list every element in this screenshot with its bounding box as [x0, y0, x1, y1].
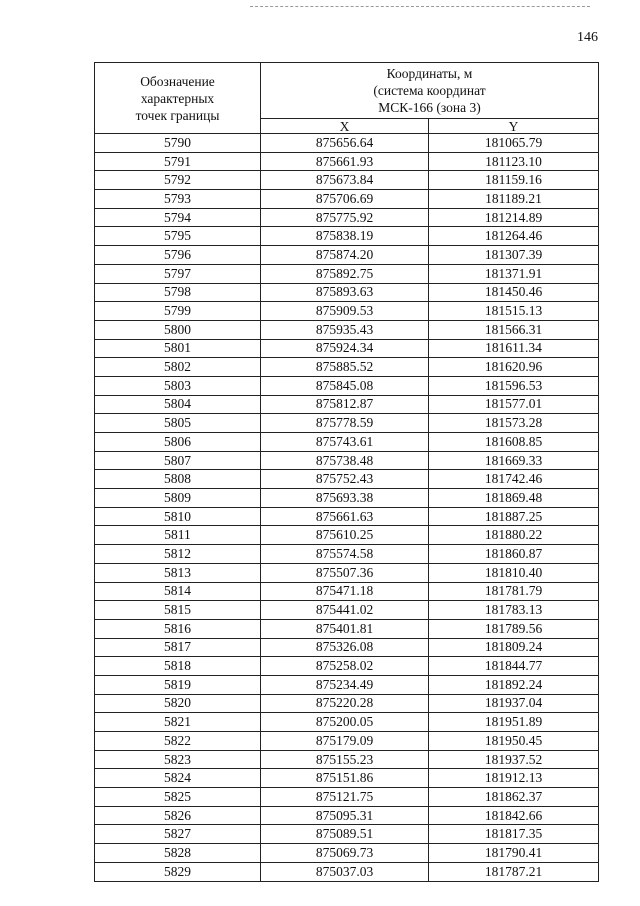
point-id-cell: 5793 — [95, 190, 261, 209]
point-id-cell: 5828 — [95, 844, 261, 863]
x-coordinate-cell: 875874.20 — [261, 246, 429, 265]
table-row — [95, 339, 599, 358]
x-coordinate-cell: 875693.38 — [261, 489, 429, 508]
point-id-cell: 5790 — [95, 134, 261, 153]
header-coords-line: Координаты, м — [386, 66, 473, 81]
y-coordinate-cell: 181892.24 — [429, 675, 599, 694]
point-id-cell: 5807 — [95, 451, 261, 470]
point-id-cell: 5797 — [95, 264, 261, 283]
y-coordinate-cell: 181189.21 — [429, 190, 599, 209]
x-coordinate-cell: 875775.92 — [261, 208, 429, 227]
point-id-cell: 5804 — [95, 395, 261, 414]
header-point-line: Обозначение — [140, 73, 215, 89]
table-row — [95, 545, 599, 564]
x-coordinate-cell: 875706.69 — [261, 190, 429, 209]
point-id-cell: 5818 — [95, 657, 261, 676]
y-coordinate-cell: 181860.87 — [429, 545, 599, 564]
point-id-cell: 5821 — [95, 713, 261, 732]
y-coordinate-cell: 181810.40 — [429, 563, 599, 582]
table-row — [95, 376, 599, 395]
header-point-line: точек границы — [135, 107, 220, 123]
header-row — [95, 63, 599, 119]
point-id-cell: 5815 — [95, 601, 261, 620]
table-row — [95, 582, 599, 601]
point-id-cell: 5799 — [95, 302, 261, 321]
x-coordinate-cell: 875069.73 — [261, 844, 429, 863]
table-row — [95, 619, 599, 638]
table-body — [95, 134, 599, 882]
y-coordinate-cell: 181912.13 — [429, 769, 599, 788]
table-row — [95, 563, 599, 582]
x-coordinate-cell: 875885.52 — [261, 358, 429, 377]
y-coordinate-cell: 181450.46 — [429, 283, 599, 302]
y-coordinate-cell: 181844.77 — [429, 657, 599, 676]
x-coordinate-cell: 875778.59 — [261, 414, 429, 433]
table-row — [95, 507, 599, 526]
y-coordinate-cell: 181950.45 — [429, 732, 599, 751]
x-coordinate-cell: 875507.36 — [261, 563, 429, 582]
point-id-cell: 5811 — [95, 526, 261, 545]
y-coordinate-cell: 181577.01 — [429, 395, 599, 414]
x-coordinate-cell: 875220.28 — [261, 694, 429, 713]
y-coordinate-cell: 181880.22 — [429, 526, 599, 545]
x-coordinate-cell: 875095.31 — [261, 806, 429, 825]
x-coordinate-cell: 875258.02 — [261, 657, 429, 676]
y-coordinate-cell: 181842.66 — [429, 806, 599, 825]
table-row — [95, 208, 599, 227]
table-row — [95, 414, 599, 433]
table-row — [95, 806, 599, 825]
table-row — [95, 246, 599, 265]
x-coordinate-cell: 875838.19 — [261, 227, 429, 246]
table-row — [95, 283, 599, 302]
y-coordinate-cell: 181789.56 — [429, 619, 599, 638]
x-coordinate-cell: 875893.63 — [261, 283, 429, 302]
x-coordinate-cell: 875909.53 — [261, 302, 429, 321]
x-coordinate-cell: 875935.43 — [261, 320, 429, 339]
x-coordinate-cell: 875661.63 — [261, 507, 429, 526]
point-id-cell: 5800 — [95, 320, 261, 339]
header-coords-line: МСК-166 (зона 3) — [378, 100, 481, 115]
table-header — [95, 63, 599, 134]
y-coordinate-cell: 181264.46 — [429, 227, 599, 246]
table-row — [95, 320, 599, 339]
y-coordinate-cell: 181573.28 — [429, 414, 599, 433]
y-coordinate-cell: 181790.41 — [429, 844, 599, 863]
y-coordinate-cell: 181214.89 — [429, 208, 599, 227]
table-row — [95, 732, 599, 751]
x-coordinate-cell: 875155.23 — [261, 750, 429, 769]
table-row — [95, 358, 599, 377]
x-coordinate-cell: 875892.75 — [261, 264, 429, 283]
y-coordinate-cell: 181809.24 — [429, 638, 599, 657]
x-coordinate-cell: 875200.05 — [261, 713, 429, 732]
table-row — [95, 451, 599, 470]
table-row — [95, 395, 599, 414]
table-row — [95, 190, 599, 209]
header-coordinates — [261, 63, 599, 119]
y-coordinate-cell: 181669.33 — [429, 451, 599, 470]
table-row — [95, 788, 599, 807]
x-coordinate-cell: 875179.09 — [261, 732, 429, 751]
table-row — [95, 675, 599, 694]
y-coordinate-cell: 181781.79 — [429, 582, 599, 601]
x-coordinate-cell: 875574.58 — [261, 545, 429, 564]
x-coordinate-cell: 875743.61 — [261, 433, 429, 452]
y-coordinate-cell: 181620.96 — [429, 358, 599, 377]
y-coordinate-cell: 181869.48 — [429, 489, 599, 508]
x-coordinate-cell: 875845.08 — [261, 376, 429, 395]
table-row — [95, 470, 599, 489]
table-row — [95, 134, 599, 153]
table-row — [95, 769, 599, 788]
x-coordinate-cell: 875326.08 — [261, 638, 429, 657]
point-id-cell: 5809 — [95, 489, 261, 508]
point-id-cell: 5829 — [95, 862, 261, 881]
table-row — [95, 601, 599, 620]
x-coordinate-cell: 875037.03 — [261, 862, 429, 881]
table-row — [95, 526, 599, 545]
table-row — [95, 638, 599, 657]
point-id-cell: 5825 — [95, 788, 261, 807]
point-id-cell: 5792 — [95, 171, 261, 190]
point-id-cell: 5827 — [95, 825, 261, 844]
table-row — [95, 433, 599, 452]
y-coordinate-cell: 181608.85 — [429, 433, 599, 452]
y-coordinate-cell: 181596.53 — [429, 376, 599, 395]
point-id-cell: 5806 — [95, 433, 261, 452]
x-coordinate-cell: 875089.51 — [261, 825, 429, 844]
y-coordinate-cell: 181787.21 — [429, 862, 599, 881]
y-coordinate-cell: 181817.35 — [429, 825, 599, 844]
table-row — [95, 862, 599, 881]
point-id-cell: 5791 — [95, 152, 261, 171]
x-coordinate-cell: 875234.49 — [261, 675, 429, 694]
point-id-cell: 5823 — [95, 750, 261, 769]
y-coordinate-cell: 181887.25 — [429, 507, 599, 526]
point-id-cell: 5819 — [95, 675, 261, 694]
table-row — [95, 152, 599, 171]
point-id-cell: 5814 — [95, 582, 261, 601]
x-coordinate-cell: 875738.48 — [261, 451, 429, 470]
point-id-cell: 5794 — [95, 208, 261, 227]
point-id-cell: 5812 — [95, 545, 261, 564]
x-coordinate-cell: 875441.02 — [261, 601, 429, 620]
point-id-cell: 5803 — [95, 376, 261, 395]
y-coordinate-cell: 181951.89 — [429, 713, 599, 732]
table-row — [95, 657, 599, 676]
x-coordinate-cell: 875812.87 — [261, 395, 429, 414]
header-coords-line: (система координат — [373, 83, 486, 98]
table-row — [95, 227, 599, 246]
page-number: 146 — [577, 30, 598, 45]
y-coordinate-cell: 181611.34 — [429, 339, 599, 358]
point-id-cell: 5817 — [95, 638, 261, 657]
point-id-cell: 5802 — [95, 358, 261, 377]
x-coordinate-cell: 875661.93 — [261, 152, 429, 171]
table-row — [95, 844, 599, 863]
x-coordinate-cell: 875610.25 — [261, 526, 429, 545]
x-coordinate-cell: 875656.64 — [261, 134, 429, 153]
point-id-cell: 5798 — [95, 283, 261, 302]
y-coordinate-cell: 181371.91 — [429, 264, 599, 283]
y-coordinate-cell: 181937.04 — [429, 694, 599, 713]
table-row — [95, 302, 599, 321]
x-coordinate-cell: 875673.84 — [261, 171, 429, 190]
y-coordinate-cell: 181742.46 — [429, 470, 599, 489]
point-id-cell: 5822 — [95, 732, 261, 751]
point-id-cell: 5816 — [95, 619, 261, 638]
table-row — [95, 264, 599, 283]
point-id-cell: 5795 — [95, 227, 261, 246]
y-coordinate-cell: 181123.10 — [429, 152, 599, 171]
point-id-cell: 5826 — [95, 806, 261, 825]
point-id-cell: 5820 — [95, 694, 261, 713]
x-coordinate-cell: 875471.18 — [261, 582, 429, 601]
point-id-cell: 5805 — [95, 414, 261, 433]
x-coordinate-cell: 875121.75 — [261, 788, 429, 807]
x-coordinate-cell: 875752.43 — [261, 470, 429, 489]
table-row — [95, 171, 599, 190]
x-coordinate-cell: 875924.34 — [261, 339, 429, 358]
header-point-line: характерных — [140, 90, 215, 106]
y-coordinate-cell: 181783.13 — [429, 601, 599, 620]
y-coordinate-cell: 181515.13 — [429, 302, 599, 321]
table-row — [95, 713, 599, 732]
point-id-cell: 5813 — [95, 563, 261, 582]
x-coordinate-cell: 875401.81 — [261, 619, 429, 638]
header-point-designation — [95, 63, 261, 134]
header-x: X — [261, 119, 429, 134]
table-row — [95, 825, 599, 844]
table-row — [95, 750, 599, 769]
point-id-cell: 5796 — [95, 246, 261, 265]
y-coordinate-cell: 181065.79 — [429, 134, 599, 153]
y-coordinate-cell: 181307.39 — [429, 246, 599, 265]
point-id-cell: 5824 — [95, 769, 261, 788]
table-row — [95, 489, 599, 508]
point-id-cell: 5801 — [95, 339, 261, 358]
point-id-cell: 5810 — [95, 507, 261, 526]
y-coordinate-cell: 181566.31 — [429, 320, 599, 339]
coordinates-table — [94, 62, 599, 882]
y-coordinate-cell: 181937.52 — [429, 750, 599, 769]
point-id-cell: 5808 — [95, 470, 261, 489]
top-scan-rule — [250, 6, 590, 7]
table-row — [95, 694, 599, 713]
x-coordinate-cell: 875151.86 — [261, 769, 429, 788]
y-coordinate-cell: 181159.16 — [429, 171, 599, 190]
header-y: Y — [429, 119, 599, 134]
y-coordinate-cell: 181862.37 — [429, 788, 599, 807]
